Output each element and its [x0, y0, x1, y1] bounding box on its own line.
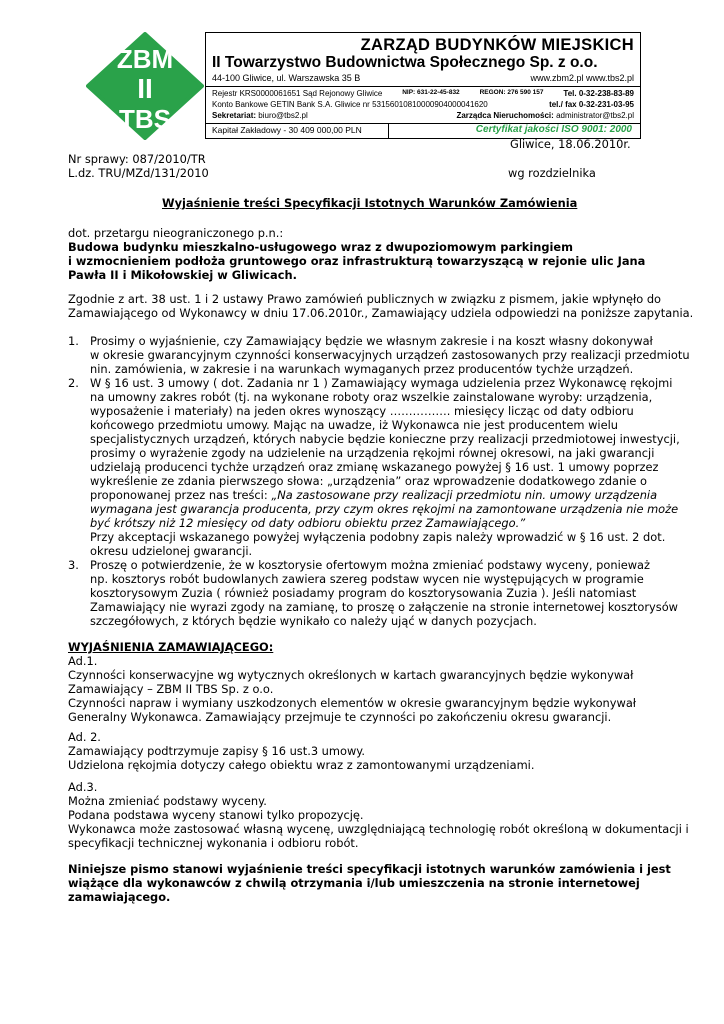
question-number: 2. [68, 376, 79, 390]
question-line: udzielają producenci tychże urządzeń oraz zmianę wskazanego powyżej § 16 ust. 1 umowy poprzez [90, 460, 659, 474]
iso-certificate: Certyfikat jakości ISO 9001: 2000 [475, 124, 632, 135]
answer-line: Generalny Wykonawca. Zamawiający przejmuje te czynności po zakończeniu okresu gwarancji. [68, 710, 612, 724]
manager-email[interactable]: administrator@tbs2.pl [556, 111, 634, 120]
answer-label: Ad.1. [68, 654, 98, 668]
question-line: w okresie gwarancyjnym czynności konserwacyjnych urządzeń zastosowanych przy realizacji przedmiotu [90, 348, 690, 362]
logo-text-zbm: ZBM [116, 44, 174, 74]
divider [388, 124, 389, 138]
proposed-clause: być krótszy niż 12 miesięcy od daty odbioru obiektu przez Zamawiającego.” [90, 516, 526, 530]
fax-text: tel./ fax 0-32-231-03-95 [549, 100, 634, 109]
closing-line: Niniejsze pismo stanowi wyjaśnienie treści specyfikacji istotnych warunków zamówienia i jest [68, 862, 671, 876]
question-line: szczegółowych, z których będzie wynikało co należy ująć w danych pozycjach. [90, 614, 537, 628]
registry-text: Rejestr KRS0000061651 Sąd Rejonowy Gliwice [212, 89, 383, 98]
answer-line: specyfikacji technicznej wykonania i odbioru robót. [68, 836, 359, 850]
divider [206, 86, 640, 87]
answer-line: Można zmieniać podstawy wyceny. [68, 794, 267, 808]
answer-line: Zamawiający – ZBM II TBS Sp. z o.o. [68, 682, 274, 696]
phone-text: Tel. 0-32-238-83-89 [563, 89, 634, 98]
para1-line1: Zgodnie z art. 38 ust. 1 i 2 ustawy Prawo zamówień publicznych w związku z pismem, jakie wpłynęło do [68, 292, 662, 306]
question-line: na umowny zakres robót (tj. na wykonane roboty oraz wszelkie zainstalowane wyroby: urządzenia, [90, 390, 653, 404]
proposed-clause: „Na zastosowane przy realizacji przedmiotu nin. umowy urządzenia [271, 488, 658, 502]
question-number: 1. [68, 334, 79, 348]
secretariat-email[interactable]: biuro@tbs2.pl [258, 111, 308, 120]
para1-line2: Zamawiającego od Wykonawcy w dniu 17.06.2010r., Zamawiający udziela odpowiedzi na poniższe zapytania. [68, 306, 694, 320]
answer-line: Czynności konserwacyjne wg wytycznych określonych w kartach gwarancyjnych będzie wykonywał [68, 668, 634, 682]
closing-line: zamawiającego. [68, 890, 171, 904]
question-line: końcowego przedmiotu umowy. Mając na uwadze, iż Wykonawca nie jest producentem wielu [90, 418, 618, 432]
question-line: W § 16 ust. 3 umowy ( dot. Zadania nr 1 ) Zamawiający wymaga udzielenia przez Wykonawcę rękojmi [90, 376, 673, 390]
company-subtitle: II Towarzystwo Budownictwa Społecznego Sp. z o.o. [212, 54, 598, 71]
question-line: specjalistycznych urządzeń, których nabycie będzie konieczne przy realizacji przedmiotowej inwestycji, [90, 432, 680, 446]
closing-line: wiążące dla wykonawców z chwilą otrzymania i/lub umieszczenia na stronie internetowej [68, 876, 640, 890]
address-row [212, 73, 634, 83]
footer-row [206, 124, 640, 138]
registry-row [212, 89, 634, 98]
logo-text-tbs: TBS [119, 104, 171, 134]
answer-line: Czynności napraw i wymiany uszkodzonych elementów w okresie gwarancyjnym będzie wykonywał [68, 696, 637, 710]
company-websites[interactable]: www.zbm2.pl www.tbs2.pl [530, 73, 634, 83]
question-text: proponowanej przez nas treści: [90, 488, 272, 502]
question-line: nin. zamówienia, w zakresie i na warunkach wymaganych przez producentów tychże urządzeń. [90, 362, 634, 376]
bank-text: Konto Bankowe GETIN Bank S.A. Gliwice nr 53156010810000904000041620 [212, 100, 488, 109]
company-title: ZARZĄD BUDYNKÓW MIEJSKICH [360, 36, 634, 54]
question-line: okresu udzielonej gwarancji. [90, 544, 253, 558]
answer-line: Udzielona rękojmia dotyczy całego obiektu wraz z zamontowanymi urządzeniami. [68, 758, 535, 772]
question-line [90, 488, 657, 502]
question-line: Proszę o potwierdzenie, że w kosztorysie ofertowym można zmieniać podstawy wyceny, ponieważ [90, 558, 651, 572]
question-line: np. kosztorys robót budowlanych zawiera szereg podstaw wycen nie występujących w programie [90, 572, 644, 586]
question-line: kosztorysowym Zuzia ( również posiadamy program do kosztorysowania Zuzia ). Jeśli natomiast [90, 586, 637, 600]
answer-label: Ad.3. [68, 780, 98, 794]
answer-line: Wykonawca może zastosować własną wycenę, uwzględniającą technologię robót określoną w dokumentacji i [68, 822, 689, 836]
tender-title-line2: i wzmocnieniem podłoża gruntowego oraz infrastrukturą towarzyszącą w rejonie ulic Jana [68, 254, 646, 268]
nip-text: NIP: 631-22-45-832 [402, 89, 460, 96]
question-number: 3. [68, 558, 79, 572]
answer-label: Ad. 2. [68, 730, 101, 744]
question-line: wyposażenie i materiały) na jeden okres wynoszący ……………. miesięcy licząc od daty odbioru [90, 404, 634, 418]
case-number: Nr sprawy: 087/2010/TR [68, 152, 206, 166]
distribution-note: wg rozdzielnika [508, 166, 596, 180]
regon-text: REGON: 276 590 157 [479, 89, 544, 96]
company-logo [86, 32, 204, 140]
intro-line: dot. przetargu nieograniczonego p.n.: [68, 226, 284, 240]
answer-line: Podana podstawa wyceny stanowi tylko propozycję. [68, 808, 364, 822]
answer-line: Zamawiający podtrzymuje zapisy § 16 ust.3 umowy. [68, 744, 366, 758]
tender-title-line1: Budowa budynku mieszkalno-usługowego wraz z dwupoziomowym parkingiem [68, 240, 573, 254]
company-address: 44-100 Gliwice, ul. Warszawska 35 B [212, 73, 361, 83]
email-row [212, 111, 634, 120]
question-line: Prosimy o wyjaśnienie, czy Zamawiający będzie we własnym zakresie i na koszt własny dokonywał [90, 334, 653, 348]
page-title: Wyjaśnienie treści Specyfikacji Istotnych Warunków Zamówienia [162, 196, 578, 210]
tender-title-line3: Pawła II i Mikołowskiej w Gliwicach. [68, 268, 297, 282]
question-line: prosimy o wyrażenie zgody na udzielenie na urządzenia rękojmi równej okresowi, na jaki gwarancji [90, 446, 655, 460]
secretariat-label: Sekretariat: [212, 111, 257, 120]
letter-date: Gliwice, 18.06.2010r. [510, 137, 631, 151]
question-line: Przy akceptacji wskazanego powyżej wyłączenia podobny zapis należy wprowadzić w § 16 ust. 2 dot. [90, 530, 666, 544]
ldz-number: L.dz. TRU/MZd/131/2010 [68, 166, 209, 180]
logo-text-ii: II [137, 73, 153, 104]
question-line: Zamawiający nie wyrazi zgody na zamianę, to proszę o załączenie na stronie internetowej kosztorysów [90, 600, 679, 614]
question-line: wykreślenie ze zdania pierwszego słowa: „urządzenia” oraz wprowadzenie dodatkowego zdanie o [90, 474, 647, 488]
bank-row [212, 100, 634, 109]
proposed-clause: wymagana jest gwarancja producenta, przy czym okres rękojmi na zamontowane urządzenia nie może [90, 502, 679, 516]
share-capital: Kapitał Zakładowy - 30 409 000,00 PLN [212, 125, 362, 135]
letterhead-box [205, 32, 641, 139]
answers-heading: WYJAŚNIENIA ZAMAWIAJĄCEGO: [68, 640, 274, 654]
manager-label: Zarządca Nieruchomości: [456, 111, 554, 120]
